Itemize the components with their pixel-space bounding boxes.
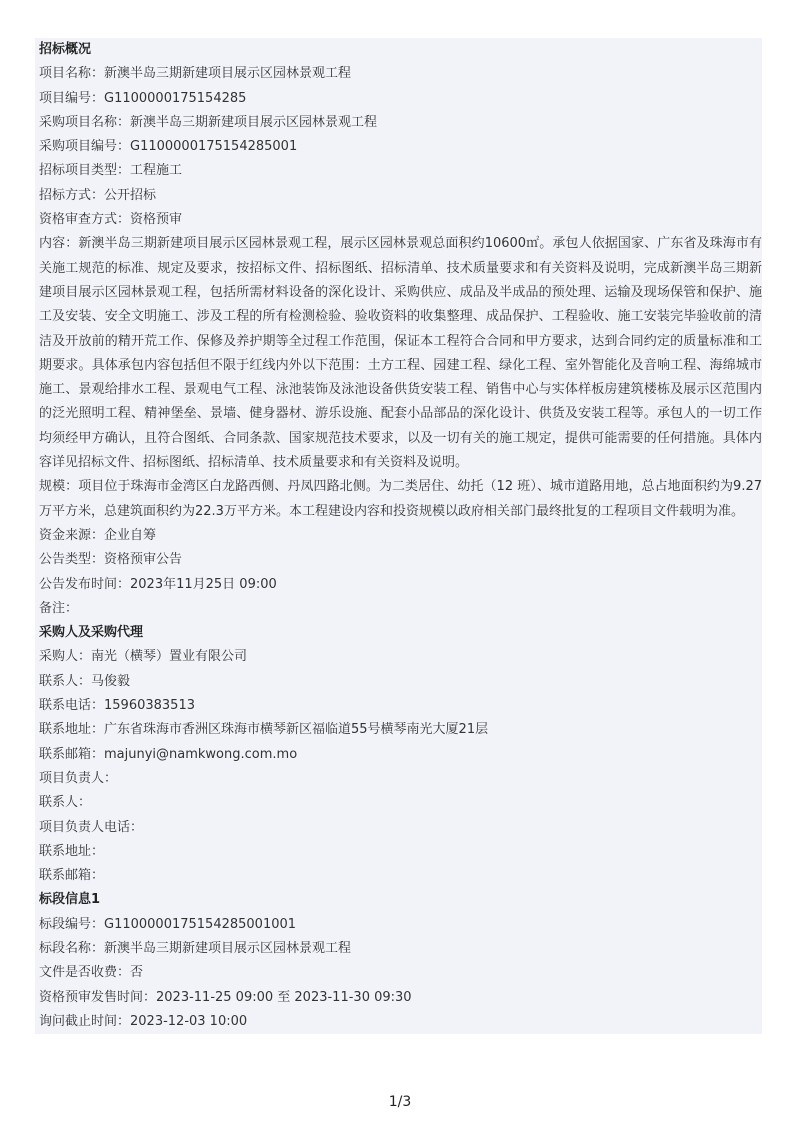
procurement-project-number: 采购项目编号：G1100000175154285001 [39, 139, 298, 155]
section-title-lot: 标段信息1 [39, 892, 101, 908]
prequalification-sale-time: 资格预审发售时间：2023-11-25 09:00 至 2023-11-30 09:30 [39, 989, 412, 1005]
inquiry-deadline: 询问截止时间：2023-12-03 10:00 [39, 1013, 248, 1029]
agent-contact-email: 联系邮箱： [39, 868, 105, 884]
remarks: 备注： [39, 600, 79, 616]
project-leader: 项目负责人： [39, 770, 118, 786]
scale-paragraph: 规模：项目位于珠海市金湾区白龙路西侧、丹凤四路北侧。为二类居住、幼托（12 班）、城市道路用地，总占地面积约为9.27万平方米，总建筑面积约为22.3万平方米。本工程建设内容和投资规模以政府相关部门最终批复的工程项目文件载明为准。 [39, 479, 762, 519]
lot-number: 标段编号：G1100000175154285001001 [39, 916, 297, 932]
tender-project-type: 招标项目类型：工程施工 [39, 163, 183, 179]
section-title-purchaser: 采购人及采购代理 [39, 625, 144, 641]
contact-email: 联系邮箱：majunyi@namkwong.com.mo [39, 746, 298, 762]
purchaser: 采购人：南光（横琴）置业有限公司 [39, 649, 248, 665]
agent-contact-person: 联系人： [39, 795, 92, 811]
tender-method: 招标方式：公开招标 [39, 187, 157, 203]
project-number: 项目编号：G1100000175154285 [39, 90, 247, 106]
procurement-project-name: 采购项目名称：新澳半岛三期新建项目展示区园林景观工程 [39, 114, 378, 130]
contact-phone: 联系电话：15960383513 [39, 698, 195, 714]
qualification-review-method: 资格审查方式：资格预审 [39, 212, 183, 228]
agent-contact-address: 联系地址： [39, 843, 105, 859]
lot-name: 标段名称：新澳半岛三期新建项目展示区园林景观工程 [39, 940, 352, 956]
section-title-overview: 招标概况 [39, 42, 92, 57]
content-paragraph: 内容：新澳半岛三期新建项目展示区园林景观工程，展示区园林景观总面积约10600㎡。承包人依据国家、广东省及珠海市有关施工规范的标准、规定及要求，按招标文件、招标图纸、招标清单、技术质量要求和有关资料及说明，完成新澳半岛三期新建项目展示区园林景观工程，包括所需材料设备的深化设计、采购供应、成品及半成品的预处理、运输及现场保管和保护、施工及安装、安全文明施工、涉及工程的所有检测检验、验收资料的收集整理、成品保护、工程验收、施工安装完毕验收前的清洁及开放前的精开荒工作、保修及养护期等全过程工作范围，保证本工程符合合同和甲方要求，达到合同约定的质量标准和工期要求。具体承包内容包括但不限于红线内外以下范围：土方工程、园建工程、绿化工程、室外智能化及音响工程、海绵城市施工、景观给排水工程、景观电气工程、泳池装饰及泳池设备供货安装工程、销售中心与实体样板房建筑楼栋及展示区范围内的泛光照明工程、精神堡垒、景墙、健身器材、游乐设施、配套小品部品的深化设计、供货及安装工程等。承包人的一切工作均须经甲方确认，且符合图纸、合同条款、国家规范技术要求，以及一切有关的施工规定，提供可能需要的任何措施。具体内容详见招标文件、招标图纸、招标清单、技术质量要求和有关资料及说明。 [39, 236, 762, 471]
announcement-type: 公告类型：资格预审公告 [39, 552, 183, 568]
announcement-panel [35, 38, 762, 1034]
contact-person: 联系人：马俊毅 [39, 673, 131, 689]
fund-source: 资金来源：企业自筹 [39, 527, 157, 543]
contact-address: 联系地址：广东省珠海市香洲区珠海市横琴新区福临道55号横琴南光大厦21层 [39, 722, 489, 738]
project-name: 项目名称：新澳半岛三期新建项目展示区园林景观工程 [39, 66, 352, 82]
project-leader-phone: 项目负责人电话： [39, 819, 144, 835]
publish-time: 公告发布时间：2023年11月25日 09:00 [39, 576, 277, 592]
page-number: 1/3 [388, 1094, 412, 1110]
document-fee: 文件是否收费：否 [39, 965, 144, 981]
